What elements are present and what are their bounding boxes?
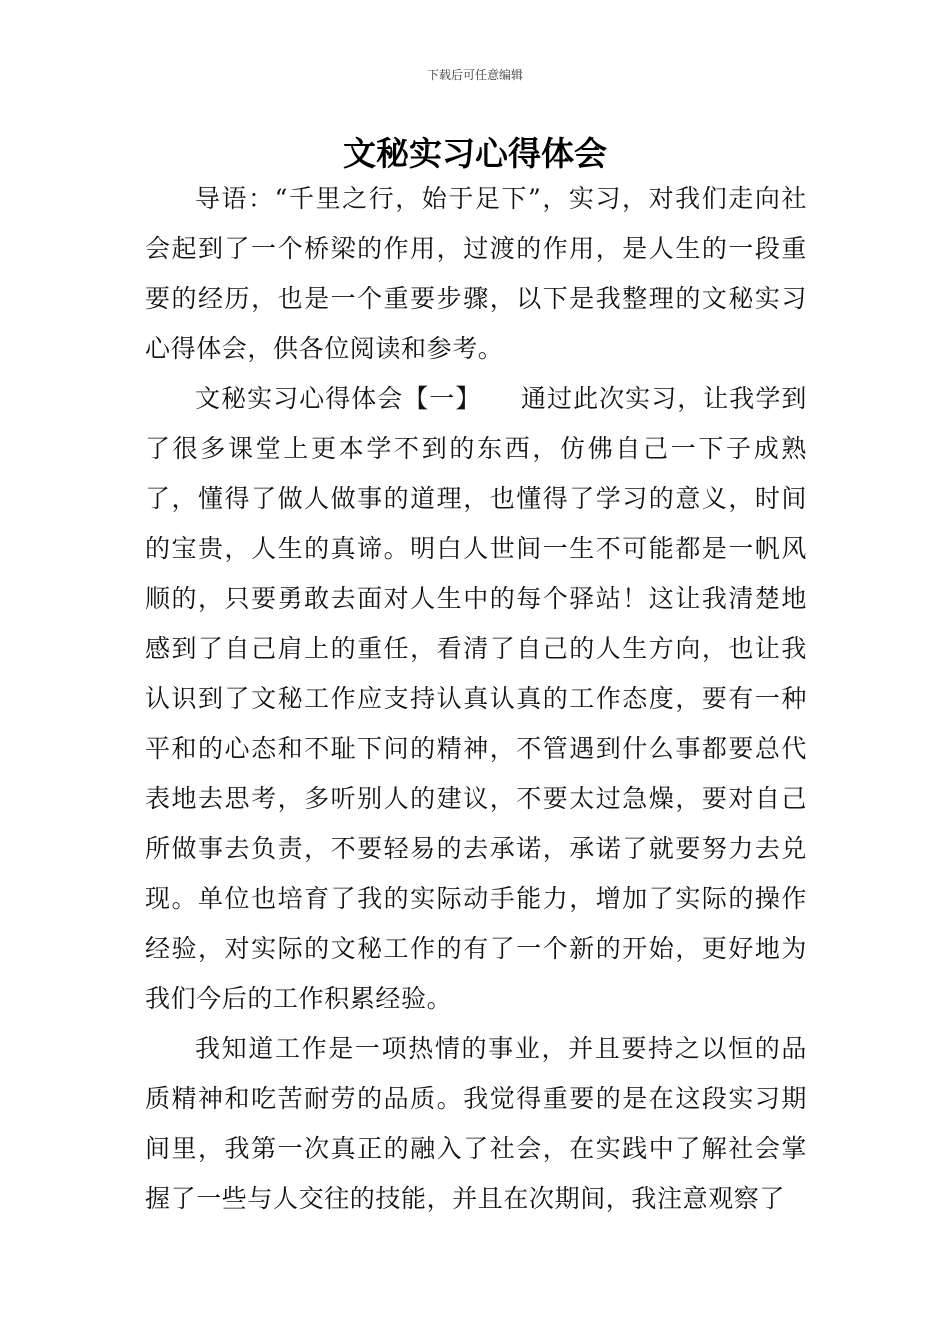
paragraph-work-passion: 我知道工作是一项热情的事业，并且要持之以恒的品质精神和吃苦耐劳的品质。我觉得重要的是在这段实习期间里，我第一次真正的融入了社会，在实践中了解社会掌握了一些与人交往的技能，并且在次期间，我注意观察了 <box>145 1034 807 1213</box>
document-body <box>145 174 807 1224</box>
header-note: 下载后可任意编辑 <box>426 68 523 82</box>
section-one-body: 通过此次实习，让我学到了很多课堂上更本学不到的东西，仿佛自己一下子成熟了，懂得了做人做事的道理，也懂得了学习的意义，时间的宝贵，人生的真谛。明白人世间一生不可能都是一帆风顺的，只要勇敢去面对人生中的每个驿站！这让我清楚地感到了自己肩上的重任，看清了自己的人生方向，也让我认识到了文秘工作应支持认真认真的工作态度，要有一种平和的心态和不耻下问的精神，不管遇到什么事都要总代表地去思考，多听别人的建议，不要太过急燥，要对自己所做事去负责，不要轻易的去承诺，承诺了就要努力去兑现。单位也培育了我的实际动手能力，增加了实际的操作经验，对实际的文秘工作的有了一个新的开始，更好地为我们今后的工作积累经验。 <box>145 384 807 1013</box>
section-gap <box>469 384 521 413</box>
section-heading: 文秘实习心得体会【一】 <box>195 384 469 413</box>
document-title: 文秘实习心得体会 <box>343 134 607 173</box>
paragraph-section-one <box>145 374 807 1024</box>
paragraph-intro: 导语：“千里之行，始于足下”，实习，对我们走向社会起到了一个桥梁的作用，过渡的作用，是人生的一段重要的经历，也是一个重要步骤，以下是我整理的文秘实习心得体会，供各位阅读和参考。 <box>145 184 807 363</box>
